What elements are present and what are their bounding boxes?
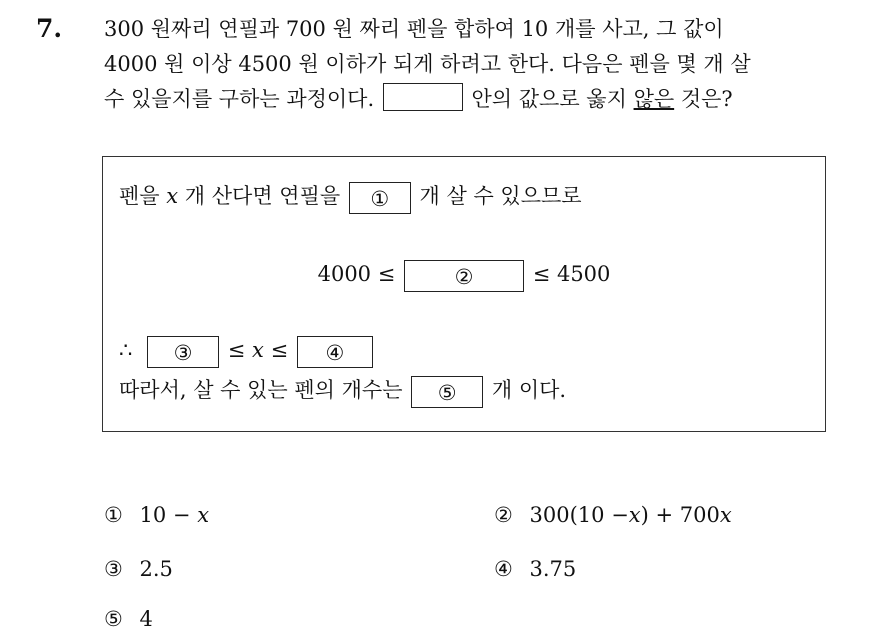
stem-line-3-before: 수 있을지를 구하는 과정이다. — [104, 87, 375, 111]
blank-4-box: ④ — [297, 336, 373, 368]
question-number: 7. — [36, 14, 63, 43]
stem-underlined-word: 않은 — [633, 87, 675, 111]
solution-process-panel — [102, 156, 826, 432]
stem-line-3-after: 안의 값으로 옳지 — [471, 87, 627, 111]
panel-row-4 — [119, 373, 566, 408]
choice-1-text: 10 − — [139, 503, 191, 527]
row1-suffix: 개 살 수 있으므로 — [419, 184, 582, 208]
row3-le-b: ≤ — [270, 338, 289, 362]
choice-2[interactable] — [494, 500, 732, 530]
choice-3-text: 2.5 — [139, 557, 173, 581]
question-stem — [104, 12, 864, 117]
row3-le-a: ≤ — [227, 338, 246, 362]
choice-2-text-b: ) + 700 — [640, 503, 720, 527]
panel-row-3 — [119, 333, 375, 368]
row1-middle: 개 산다면 연필을 — [184, 184, 341, 208]
blank-2-box: ② — [404, 260, 524, 292]
choice-2-variable-2: x — [719, 503, 732, 527]
row3-variable: x — [252, 338, 264, 362]
row1-prefix: 펜을 — [119, 184, 160, 208]
choice-5-mark: ⑤ — [104, 607, 123, 631]
choice-5[interactable] — [104, 604, 153, 634]
choice-3[interactable] — [104, 554, 173, 584]
row4-suffix: 개 이다. — [491, 378, 567, 402]
choice-1[interactable] — [104, 500, 209, 530]
blank-box-symbol — [383, 83, 463, 111]
choice-5-text: 4 — [139, 607, 153, 631]
blank-1-box: ① — [349, 182, 411, 214]
choice-4[interactable] — [494, 554, 576, 584]
panel-row-1 — [119, 179, 582, 214]
row2-left: 4000 ≤ — [317, 262, 396, 286]
row1-variable: x — [166, 184, 179, 208]
stem-line-2: 4000 원 이상 4500 원 이하가 되게 하려고 한다. 다음은 펜을 몇 개 살 — [104, 52, 751, 76]
panel-row-2 — [103, 257, 825, 292]
choice-1-variable: x — [197, 503, 210, 527]
choice-4-mark: ④ — [494, 557, 513, 581]
choice-2-text-a: 300(10 − — [529, 503, 629, 527]
blank-3-box: ③ — [147, 336, 219, 368]
stem-line-1: 300 원짜리 연필과 700 원 짜리 펜을 합하여 10 개를 사고, 그 값이 — [104, 17, 724, 41]
therefore-symbol: ∴ — [119, 338, 133, 362]
choice-4-text: 3.75 — [529, 557, 577, 581]
choice-2-mark: ② — [494, 503, 513, 527]
row4-prefix: 따라서, 살 수 있는 펜의 개수는 — [119, 378, 403, 402]
choice-2-variable: x — [628, 503, 641, 527]
stem-line-3 — [104, 82, 864, 117]
choice-1-mark: ① — [104, 503, 123, 527]
row2-right: ≤ 4500 — [532, 262, 611, 286]
choice-3-mark: ③ — [104, 557, 123, 581]
stem-line-3-end: 것은? — [680, 87, 733, 111]
blank-5-box: ⑤ — [411, 376, 483, 408]
